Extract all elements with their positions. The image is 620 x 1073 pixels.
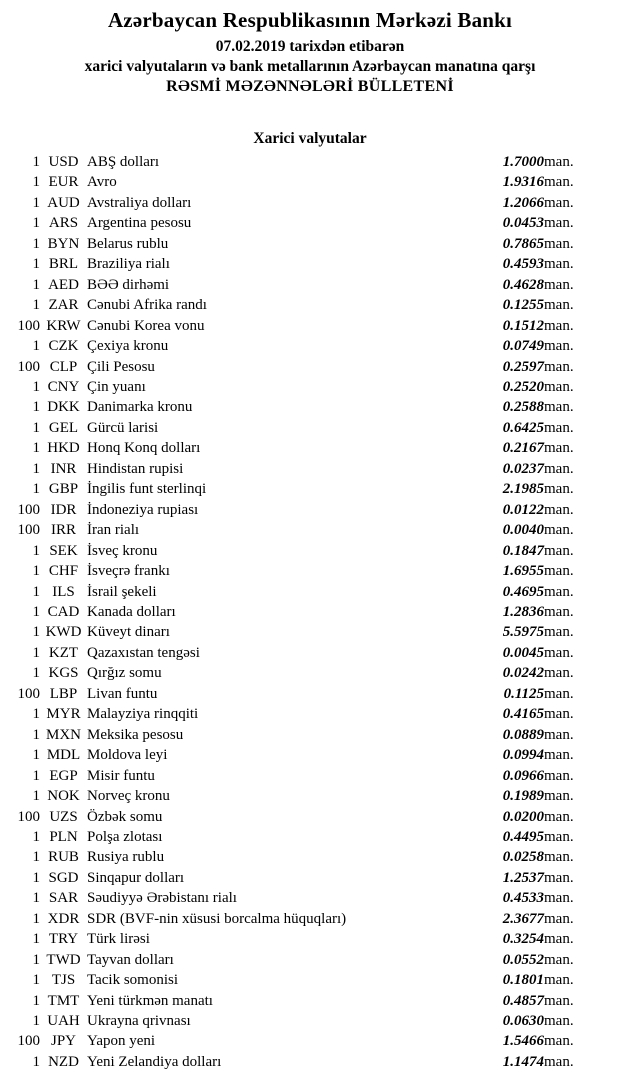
rate-row	[0, 868, 600, 888]
currency-quantity: 1	[32, 256, 40, 273]
currency-quantity: 1	[32, 869, 40, 886]
rate-row	[0, 459, 600, 479]
currency-rate: 1.2537	[502, 869, 544, 886]
rate-row	[0, 888, 600, 908]
rate-row	[0, 827, 600, 847]
rate-row	[0, 622, 600, 642]
currency-quantity: 1	[32, 419, 40, 436]
currency-unit: man.	[544, 706, 574, 723]
currency-code: NZD	[48, 1053, 79, 1070]
currency-name: Misir funtu	[87, 767, 155, 784]
currency-name: Honq Konq dolları	[87, 440, 201, 457]
document-header	[0, 0, 620, 97]
rate-row	[0, 582, 600, 602]
rate-row	[0, 950, 600, 970]
currency-unit: man.	[544, 440, 574, 457]
currency-code: INR	[50, 460, 77, 477]
currency-code: IDR	[50, 501, 77, 518]
currency-name: Yapon yeni	[87, 1033, 156, 1050]
currency-rate: 1.2836	[502, 603, 544, 620]
currency-unit: man.	[544, 910, 574, 927]
currency-code: CHF	[48, 563, 79, 580]
currency-rate: 0.0200	[502, 808, 544, 825]
currency-quantity: 1	[32, 1013, 40, 1030]
currency-rate: 0.3254	[502, 931, 544, 948]
currency-rate: 0.0994	[502, 747, 544, 764]
currency-rate: 0.4857	[502, 992, 544, 1009]
rate-row	[0, 643, 600, 663]
currency-unit: man.	[544, 665, 574, 682]
rate-row	[0, 172, 600, 192]
currency-code: KRW	[46, 317, 81, 334]
currency-name: İsveçrə frankı	[87, 563, 170, 580]
currency-unit: man.	[544, 624, 574, 641]
rate-row	[0, 970, 600, 990]
currency-code: TJS	[51, 972, 76, 989]
currency-unit: man.	[544, 215, 574, 232]
rate-row	[0, 991, 600, 1011]
currency-code: MXN	[45, 726, 81, 743]
rate-row	[0, 397, 600, 417]
currency-code: MYR	[46, 706, 81, 723]
rate-row	[0, 602, 600, 622]
currency-code: HKD	[47, 440, 80, 457]
currency-unit: man.	[544, 194, 574, 211]
currency-rate: 1.7000	[502, 154, 544, 170]
currency-code: GBP	[48, 481, 79, 498]
currency-unit: man.	[544, 1053, 574, 1070]
currency-code: ARS	[48, 215, 79, 232]
currency-rate: 0.0966	[502, 767, 544, 784]
bank-name-title: Azərbaycan Respublikasının Mərkəzi Bankı	[107, 8, 513, 32]
currency-unit: man.	[544, 378, 574, 395]
currency-code: XDR	[47, 910, 80, 927]
rate-row	[0, 213, 600, 233]
currency-code: KWD	[45, 624, 82, 641]
currency-name: Küveyt dinarı	[87, 624, 170, 641]
currency-name: Moldova leyi	[87, 747, 168, 764]
currency-name: Belarus rublu	[87, 235, 169, 252]
currency-name: İsveç kronu	[87, 542, 158, 559]
currency-unit: man.	[544, 317, 574, 334]
currency-unit: man.	[544, 644, 574, 661]
currency-quantity: 1	[32, 542, 40, 559]
currency-quantity: 1	[32, 399, 40, 416]
currency-rate: 0.1989	[502, 788, 544, 805]
currency-quantity: 1	[32, 603, 40, 620]
currency-code: MDL	[46, 747, 81, 764]
currency-quantity: 1	[32, 706, 40, 723]
currency-code: KGS	[48, 665, 79, 682]
currency-code: USD	[48, 154, 79, 170]
currency-name: Hindistan rupisi	[87, 460, 184, 477]
currency-code: TWD	[46, 951, 81, 968]
currency-code: DKK	[47, 399, 80, 416]
currency-rate: 1.6955	[502, 563, 544, 580]
currency-unit: man.	[544, 276, 574, 293]
currency-rate: 0.0040	[502, 522, 544, 539]
currency-unit: man.	[544, 481, 574, 498]
currency-name: İndoneziya rupiası	[87, 501, 199, 518]
currency-name: Türk lirəsi	[87, 931, 150, 948]
currency-unit: man.	[544, 1033, 574, 1050]
currency-quantity: 1	[32, 624, 40, 641]
currency-quantity: 1	[32, 931, 40, 948]
currency-code: CZK	[48, 338, 79, 355]
currency-code: PLN	[49, 828, 78, 845]
currency-unit: man.	[544, 419, 574, 436]
currency-name: Kanada dolları	[87, 603, 176, 620]
currency-code: GEL	[48, 419, 79, 436]
currency-quantity: 1	[32, 992, 40, 1009]
currency-code: BRL	[48, 256, 79, 273]
rate-row	[0, 929, 600, 949]
currency-name: Avro	[87, 174, 117, 191]
rate-row	[0, 766, 600, 786]
currency-quantity: 1	[32, 563, 40, 580]
currency-code: SEK	[49, 542, 78, 559]
currency-rate: 2.1985	[502, 481, 544, 498]
currency-name: SDR (BVF-nin xüsusi borcalma hüquqları)	[87, 910, 347, 927]
currency-rate: 1.9316	[502, 174, 544, 191]
currency-unit: man.	[544, 767, 574, 784]
currency-unit: man.	[544, 460, 574, 477]
currency-quantity: 1	[32, 378, 40, 395]
currency-unit: man.	[544, 849, 574, 866]
currency-unit: man.	[544, 583, 574, 600]
rate-row	[0, 663, 600, 683]
currency-code: TMT	[47, 992, 80, 1009]
rate-row	[0, 807, 600, 827]
currency-quantity: 1	[32, 297, 40, 314]
currency-name: Səudiyyə Ərəbistanı rialı	[87, 890, 237, 907]
currency-unit: man.	[544, 522, 574, 539]
currency-quantity: 1	[32, 194, 40, 211]
currency-unit: man.	[544, 235, 574, 252]
currency-code: CAD	[47, 603, 80, 620]
currency-rate: 1.1474	[502, 1053, 544, 1070]
currency-code: UZS	[49, 808, 78, 825]
currency-unit: man.	[544, 869, 574, 886]
currency-rate: 0.2588	[502, 399, 544, 416]
currency-unit: man.	[544, 563, 574, 580]
currency-name: Argentina pesosu	[87, 215, 192, 232]
currency-quantity: 1	[32, 174, 40, 191]
currency-rate: 0.1125	[503, 685, 544, 702]
currency-unit: man.	[544, 747, 574, 764]
rate-row	[0, 500, 600, 520]
currency-quantity: 1	[32, 665, 40, 682]
rate-row	[0, 357, 600, 377]
currency-unit: man.	[544, 788, 574, 805]
currency-unit: man.	[544, 297, 574, 314]
currency-code: CLP	[49, 358, 78, 375]
rate-row	[0, 1052, 600, 1072]
currency-name: Malayziya rinqqiti	[87, 706, 199, 723]
currency-unit: man.	[544, 399, 574, 416]
effective-date-line: 07.02.2019 tarixdən etibarən	[215, 38, 405, 55]
currency-rate: 0.0237	[502, 460, 544, 477]
rate-row	[0, 275, 600, 295]
currency-quantity: 1	[32, 154, 40, 170]
currency-quantity: 100	[17, 1033, 40, 1050]
currency-quantity: 1	[32, 890, 40, 907]
currency-rate: 2.3677	[502, 910, 544, 927]
currency-rate: 1.5466	[502, 1033, 544, 1050]
currency-code: IRR	[50, 522, 76, 539]
currency-code: RUB	[48, 849, 79, 866]
currency-rate: 0.0552	[502, 951, 544, 968]
currency-name: BƏƏ dirhəmi	[87, 276, 170, 293]
currency-name: Cənubi Afrika randı	[87, 297, 207, 314]
rate-row	[0, 1011, 600, 1031]
currency-rate: 0.0889	[502, 726, 544, 743]
currency-unit: man.	[544, 338, 574, 355]
currency-rate: 0.2167	[502, 440, 544, 457]
currency-code: JPY	[50, 1033, 76, 1050]
currency-name: Polşa zlotası	[87, 828, 163, 845]
currency-quantity: 1	[32, 460, 40, 477]
currency-code: NOK	[47, 788, 80, 805]
currency-quantity: 1	[32, 747, 40, 764]
currency-rate: 0.0453	[502, 215, 544, 232]
currency-code: ZAR	[48, 297, 79, 314]
currency-rate: 1.2066	[502, 194, 544, 211]
currency-name: Qırğız somu	[87, 665, 162, 682]
currency-name: İran rialı	[87, 522, 140, 539]
currency-code: SAR	[48, 890, 79, 907]
currency-name: ABŞ dolları	[87, 154, 160, 170]
currency-name: Gürcü larisi	[87, 419, 159, 436]
currency-code: AED	[48, 276, 79, 293]
currency-rate: 0.4695	[502, 583, 544, 600]
currency-quantity: 100	[17, 522, 40, 539]
currency-unit: man.	[544, 890, 574, 907]
currency-rate: 0.1512	[502, 317, 544, 334]
currency-rate: 5.5975	[502, 624, 544, 641]
currency-rate: 0.0045	[502, 644, 544, 661]
currency-code: CNY	[47, 378, 80, 395]
currency-name: İsrail şekeli	[87, 583, 157, 600]
currency-quantity: 1	[32, 972, 40, 989]
currency-quantity: 100	[17, 685, 40, 702]
rate-row	[0, 254, 600, 274]
currency-name: Rusiya rublu	[87, 849, 165, 866]
currency-name: Avstraliya dolları	[87, 194, 192, 211]
rate-row	[0, 377, 600, 397]
rate-row	[0, 684, 600, 704]
currency-unit: man.	[544, 542, 574, 559]
rate-row	[0, 418, 600, 438]
currency-unit: man.	[544, 603, 574, 620]
currency-quantity: 1	[32, 481, 40, 498]
rate-row	[0, 725, 600, 745]
currency-rate: 0.1801	[502, 972, 544, 989]
currency-unit: man.	[544, 685, 574, 702]
currency-code: KZT	[48, 644, 79, 661]
rate-row	[0, 909, 600, 929]
currency-name: Danimarka kronu	[87, 399, 193, 416]
currency-quantity: 1	[32, 215, 40, 232]
rate-row	[0, 520, 600, 540]
currency-code: EGP	[49, 767, 78, 784]
currency-name: Yeni türkmən manatı	[87, 992, 213, 1009]
currency-quantity: 1	[32, 828, 40, 845]
currency-unit: man.	[544, 1013, 574, 1030]
currency-name: İngilis funt sterlinqi	[87, 481, 207, 498]
currency-rate: 0.0242	[502, 665, 544, 682]
currency-unit: man.	[544, 992, 574, 1009]
currency-code: ILS	[52, 583, 75, 600]
currency-quantity: 1	[32, 910, 40, 927]
currency-quantity: 100	[17, 317, 40, 334]
currency-name: Cənubi Korea vonu	[87, 317, 205, 334]
subject-line: xarici valyutaların və bank metallarının Azərbaycan manatına qarşı	[84, 58, 536, 75]
currency-name: Meksika pesosu	[87, 726, 184, 743]
currency-rate: 0.6425	[502, 419, 544, 436]
currency-name: Çexiya kronu	[87, 338, 169, 355]
currency-quantity: 1	[32, 767, 40, 784]
currency-unit: man.	[544, 501, 574, 518]
currency-quantity: 1	[32, 583, 40, 600]
currency-unit: man.	[544, 174, 574, 191]
rate-row	[0, 316, 600, 336]
currency-name: Tayvan dolları	[87, 951, 174, 968]
currency-quantity: 1	[32, 644, 40, 661]
currency-name: Braziliya rialı	[87, 256, 170, 273]
rate-row	[0, 193, 600, 213]
currency-rate: 0.1847	[502, 542, 544, 559]
currency-unit: man.	[544, 726, 574, 743]
currency-rate: 0.4628	[502, 276, 544, 293]
currency-unit: man.	[544, 154, 574, 170]
currency-quantity: 1	[32, 951, 40, 968]
rate-row	[0, 745, 600, 765]
currency-unit: man.	[544, 358, 574, 375]
bulletin-title: RƏSMİ MƏZƏNNƏLƏRİ BÜLLETENİ	[166, 78, 454, 95]
currency-code: AUD	[47, 194, 80, 211]
rate-row	[0, 152, 600, 172]
currency-quantity: 100	[17, 808, 40, 825]
currency-quantity: 100	[17, 501, 40, 518]
currency-name: Çili Pesosu	[87, 358, 155, 375]
currency-rate: 0.2520	[502, 378, 544, 395]
rate-row	[0, 1031, 600, 1051]
currency-unit: man.	[544, 972, 574, 989]
currency-name: Tacik somonisi	[87, 972, 179, 989]
currency-name: Norveç kronu	[87, 788, 170, 805]
currency-code: TRY	[48, 931, 79, 948]
currency-unit: man.	[544, 256, 574, 273]
currency-rate: 0.1255	[502, 297, 544, 314]
currency-unit: man.	[544, 951, 574, 968]
currency-rate: 0.4495	[502, 828, 544, 845]
currency-name: Çin yuanı	[87, 378, 146, 395]
rate-row	[0, 295, 600, 315]
currency-rate: 0.4165	[502, 706, 544, 723]
rate-row	[0, 847, 600, 867]
rates-table-body	[0, 152, 600, 1072]
currency-rate: 0.4593	[502, 256, 544, 273]
currency-rate: 0.0258	[502, 849, 544, 866]
currency-quantity: 1	[32, 726, 40, 743]
currency-quantity: 1	[32, 338, 40, 355]
exchange-rates-table	[0, 152, 600, 1072]
currency-unit: man.	[544, 931, 574, 948]
currency-rate: 0.0630	[502, 1013, 544, 1030]
currency-rate: 0.2597	[502, 358, 544, 375]
rate-row	[0, 704, 600, 724]
currency-name: Yeni Zelandiya dolları	[87, 1053, 222, 1070]
currency-quantity: 1	[32, 788, 40, 805]
section-title-foreign-currencies: Xarici valyutalar	[253, 130, 367, 147]
currency-code: UAH	[47, 1013, 80, 1030]
currency-rate: 0.4533	[502, 890, 544, 907]
rate-row	[0, 479, 600, 499]
currency-quantity: 1	[32, 235, 40, 252]
currency-code: BYN	[47, 235, 80, 252]
currency-quantity: 1	[32, 276, 40, 293]
currency-code: LBP	[49, 685, 78, 702]
rate-row	[0, 438, 600, 458]
currency-code: SGD	[48, 869, 79, 886]
rate-row	[0, 234, 600, 254]
currency-rate: 0.0122	[502, 501, 544, 518]
currency-code: EUR	[48, 174, 79, 191]
currency-name: Ukrayna qrivnası	[87, 1013, 191, 1030]
currency-quantity: 1	[32, 1053, 40, 1070]
currency-unit: man.	[544, 808, 574, 825]
rate-row	[0, 786, 600, 806]
currency-unit: man.	[544, 828, 574, 845]
currency-quantity: 1	[32, 849, 40, 866]
currency-rate: 0.0749	[502, 338, 544, 355]
currency-name: Qazaxıstan tengəsi	[87, 644, 200, 661]
currency-quantity: 1	[32, 440, 40, 457]
rate-row	[0, 541, 600, 561]
currency-rate: 0.7865	[502, 235, 544, 252]
currency-name: Özbək somu	[87, 808, 163, 825]
rate-row	[0, 561, 600, 581]
currency-name: Sinqapur dolları	[87, 869, 185, 886]
currency-name: Livan funtu	[87, 685, 158, 702]
currency-quantity: 100	[17, 358, 40, 375]
rate-row	[0, 336, 600, 356]
